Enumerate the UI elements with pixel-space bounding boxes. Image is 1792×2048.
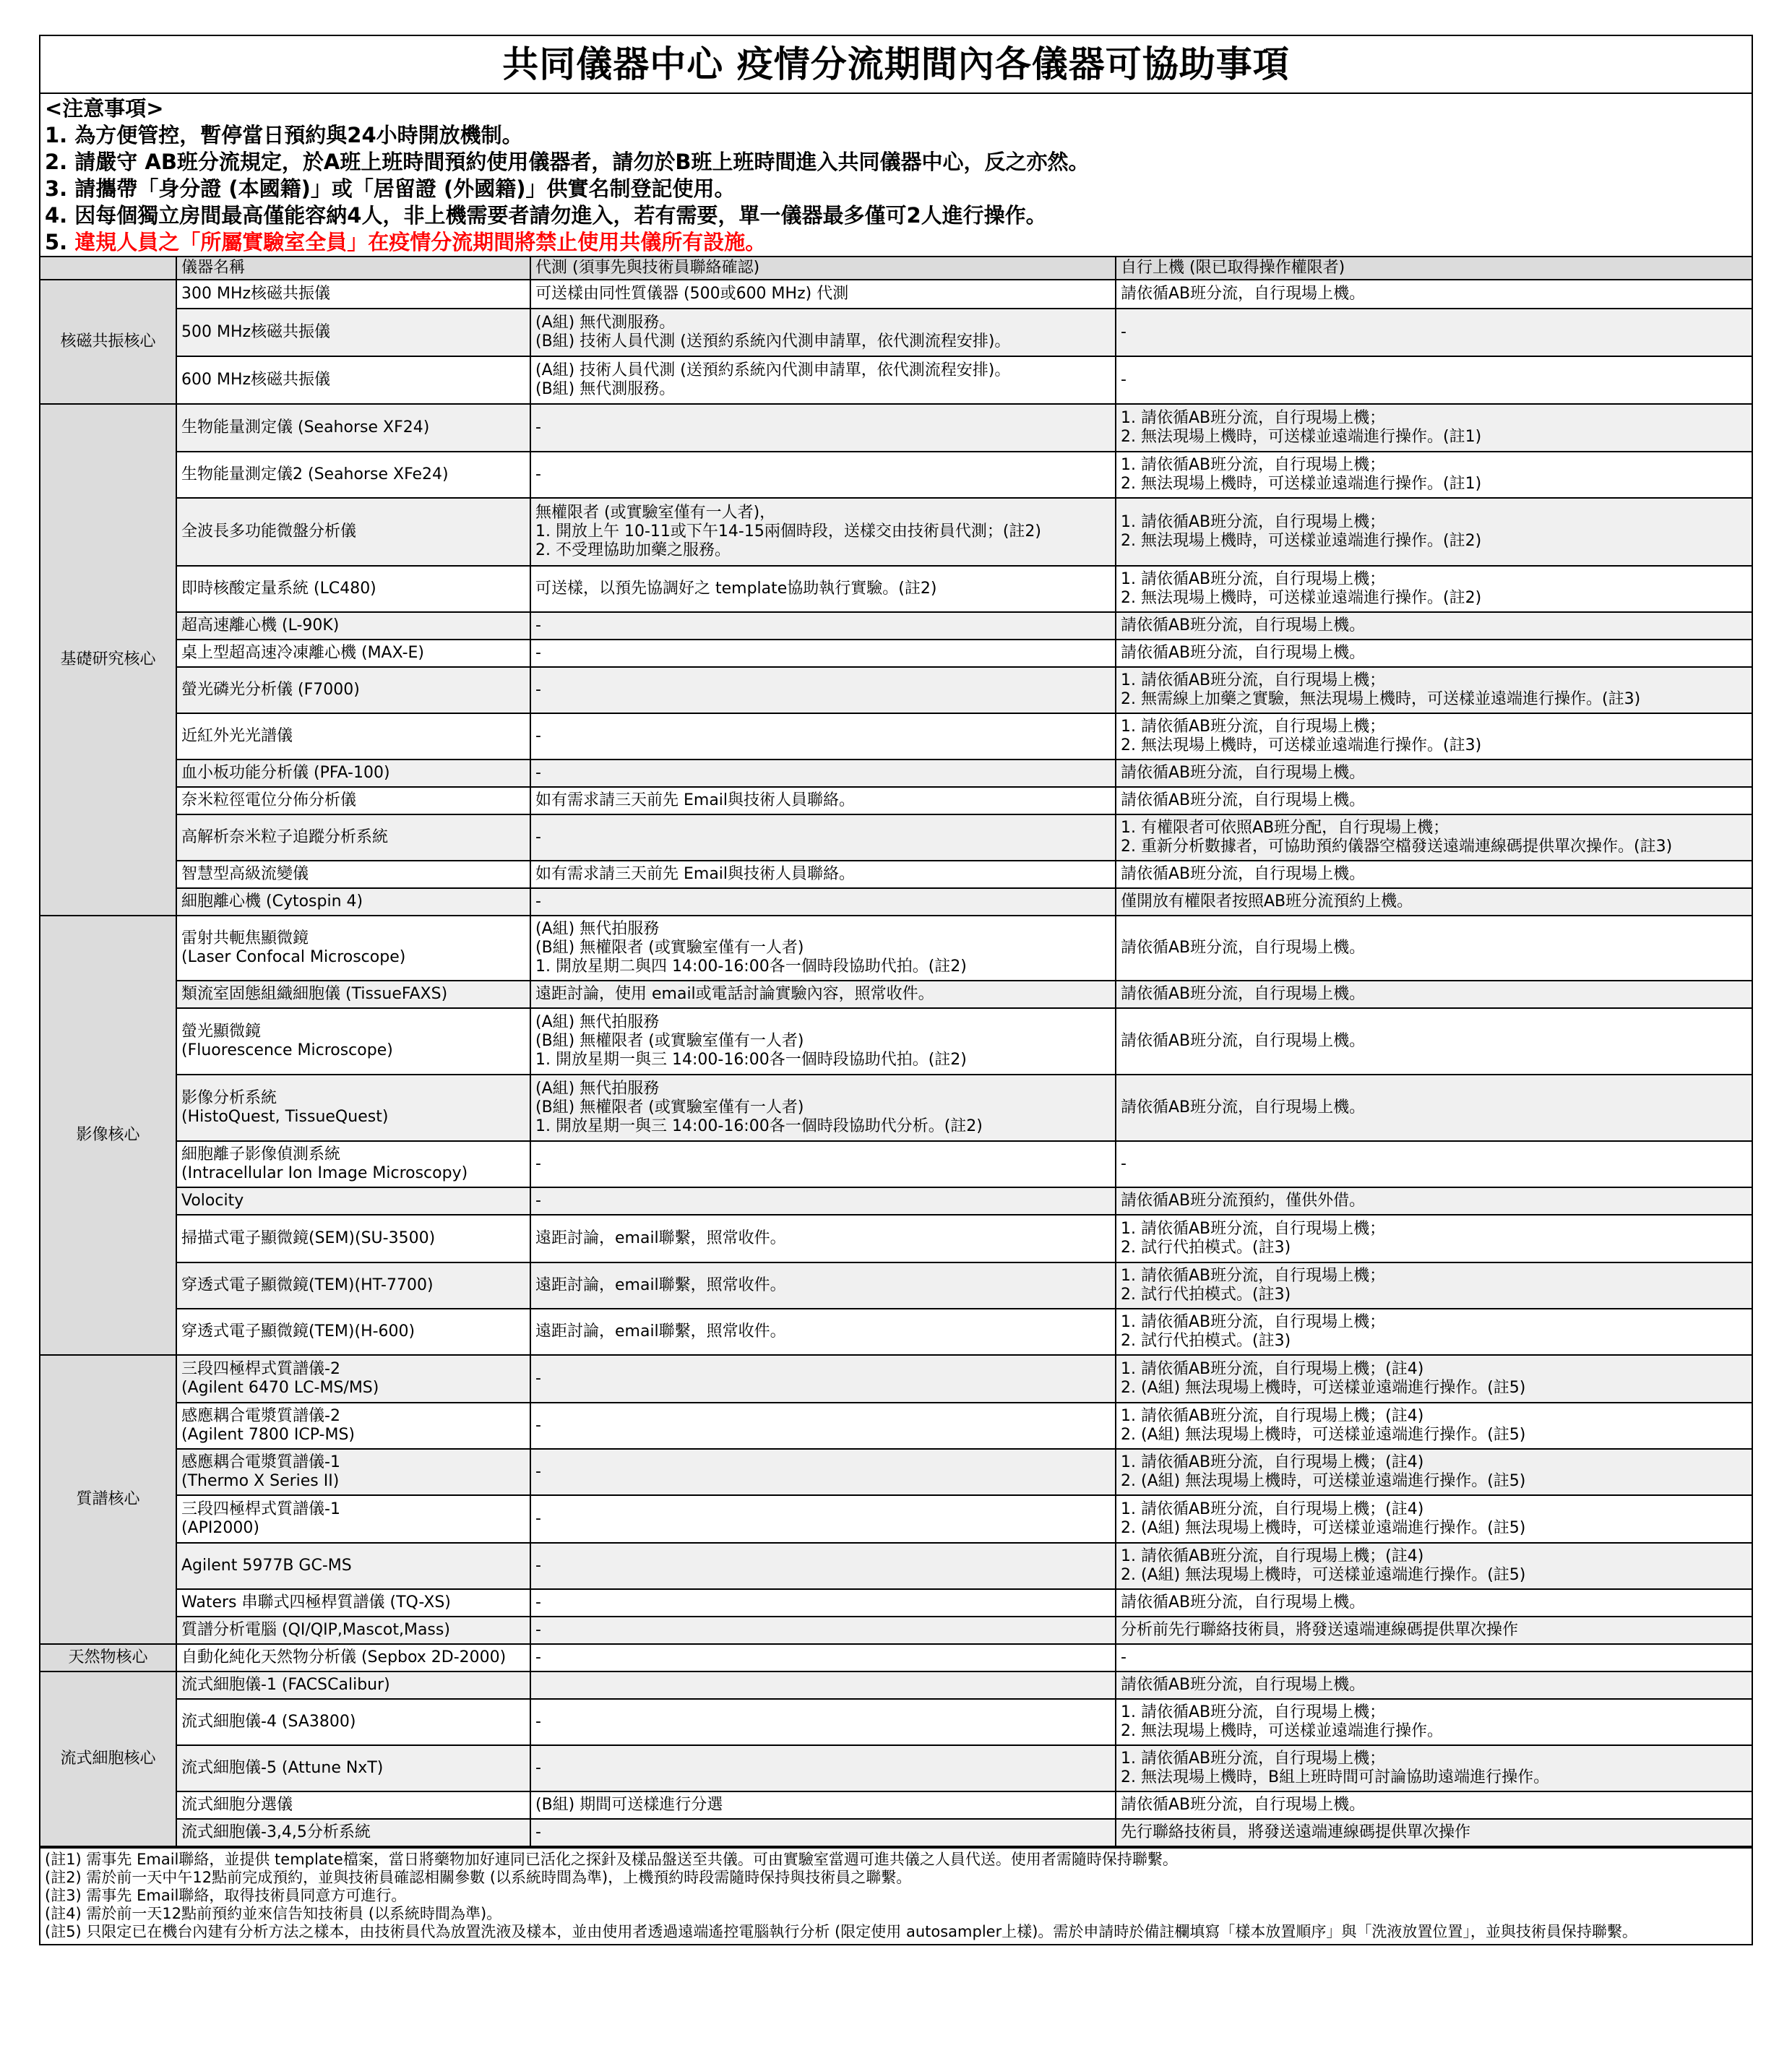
proxy-test-cell: - (530, 814, 1116, 861)
core-category: 基礎研究核心 (40, 404, 176, 916)
header-blank (40, 257, 176, 280)
instrument-name: 奈米粒徑電位分佈分析儀 (176, 787, 530, 814)
proxy-test-cell: - (530, 1403, 1116, 1449)
instrument-name: 即時核酸定量系統 (LC480) (176, 566, 530, 612)
instrument-name: Waters 串聯式四極桿質譜儀 (TQ-XS) (176, 1589, 530, 1617)
self-operation-cell: 僅開放有權限者按照AB班分流預約上機。 (1116, 888, 1752, 916)
self-operation-cell: 先行聯絡技術員，將發送遠端連線碼提供單次操作 (1116, 1819, 1752, 1846)
note-text: 4. 因每個獨立房間最高僅能容納4人，非上機需要者請勿進入，若有需要，單一儀器最多僅可2人進行操作。 (45, 203, 1047, 228)
table-row (40, 1589, 1752, 1617)
table-row (40, 1403, 1752, 1449)
self-operation-cell: 1. 請依循AB班分流，自行現場上機； 2. 無法現場上機時，可送樣並遠端進行操作。 (1116, 1699, 1752, 1745)
core-category: 影像核心 (40, 916, 176, 1355)
table-row (40, 1075, 1752, 1141)
proxy-test-cell: - (530, 1589, 1116, 1617)
footnote: (註5) 只限定已在機台內建有分析方法之樣本，由技術員代為放置洗液及樣本，並由使用者透過遠端遙控電腦執行分析 (限定使用 autosampler上樣)。需於申請時於備註欄填寫「樣本放置順序」與「洗液放置位置」，並與技術員保持聯繫。 (45, 1923, 1637, 1940)
self-operation-cell: 1. 請依循AB班分流，自行現場上機；(註4) 2. (A組) 無法現場上機時，可送樣並遠端進行操作。(註5) (1116, 1495, 1752, 1543)
instrument-name: 螢光磷光分析儀 (F7000) (176, 667, 530, 713)
self-operation-cell: 1. 請依循AB班分流，自行現場上機； 2. 無法現場上機時，可送樣並遠端進行操作。(註3) (1116, 713, 1752, 760)
header-instrument-name: 儀器名稱 (176, 257, 530, 280)
proxy-test-cell: - (530, 1644, 1116, 1671)
header-self-operation: 自行上機 (限已取得操作權限者) (1116, 257, 1752, 280)
proxy-test-cell: (A組) 技術人員代測 (送預約系統內代測申請單，依代測流程安排)。 (B組) 無代測服務。 (530, 356, 1116, 404)
table-row (40, 787, 1752, 814)
instrument-name: 超高速離心機 (L-90K) (176, 612, 530, 640)
instrument-name: Volocity (176, 1187, 530, 1215)
instrument-name: 流式細胞儀-1 (FACSCalibur) (176, 1671, 530, 1699)
table-row (40, 1791, 1752, 1819)
table-row (40, 1141, 1752, 1187)
table-row (40, 981, 1752, 1008)
proxy-test-cell: (A組) 無代測服務。 (B組) 技術人員代測 (送預約系統內代測申請單，依代測流程安排)。 (530, 309, 1116, 356)
proxy-test-cell: - (530, 667, 1116, 713)
table-row (40, 1187, 1752, 1215)
self-operation-cell: 1. 請依循AB班分流，自行現場上機；(註4) 2. (A組) 無法現場上機時，可送樣並遠端進行操作。(註5) (1116, 1449, 1752, 1495)
core-category: 核磁共振核心 (40, 280, 176, 404)
instrument-name: 螢光顯微鏡 (Fluorescence Microscope) (176, 1008, 530, 1075)
table-row (40, 404, 1752, 452)
note-warning-text: 違規人員之「所屬實驗室全員」在疫情分流期間將禁止使用共儀所有設施。 (74, 230, 767, 254)
table-row (40, 1262, 1752, 1309)
proxy-test-cell: - (530, 1819, 1116, 1846)
instrument-name: 桌上型超高速冷凍離心機 (MAX-E) (176, 640, 530, 667)
note-line (45, 95, 1747, 122)
proxy-test-cell: - (530, 713, 1116, 760)
proxy-test-cell: - (530, 640, 1116, 667)
self-operation-cell: 請依循AB班分流，自行現場上機。 (1116, 1791, 1752, 1819)
table-row (40, 356, 1752, 404)
document-sheet (39, 35, 1753, 1945)
core-category: 天然物核心 (40, 1644, 176, 1671)
self-operation-cell: 1. 請依循AB班分流，自行現場上機； 2. 無法現場上機時，可送樣並遠端進行操作。(註1) (1116, 404, 1752, 452)
table-row (40, 498, 1752, 566)
self-operation-cell: 請依循AB班分流，自行現場上機。 (1116, 981, 1752, 1008)
proxy-test-cell: - (530, 1745, 1116, 1791)
proxy-test-cell: 遠距討論，email聯繫，照常收件。 (530, 1309, 1116, 1355)
instrument-name: 穿透式電子顯微鏡(TEM)(HT-7700) (176, 1262, 530, 1309)
self-operation-cell: - (1116, 356, 1752, 404)
self-operation-cell: 請依循AB班分流，自行現場上機。 (1116, 612, 1752, 640)
proxy-test-cell: 無權限者 (或實驗室僅有一人者)， 1. 開放上午 10-11或下午14-15兩個時段，送樣交由技術員代測；(註2) 2. 不受理協助加藥之服務。 (530, 498, 1116, 566)
table-row (40, 760, 1752, 787)
instrument-name: 自動化純化天然物分析儀 (Sepbox 2D-2000) (176, 1644, 530, 1671)
instrument-name: 類流室固態組織細胞儀 (TissueFAXS) (176, 981, 530, 1008)
self-operation-cell: 請依循AB班分流，自行現場上機。 (1116, 1008, 1752, 1075)
self-operation-cell: - (1116, 309, 1752, 356)
self-operation-cell: 1. 請依循AB班分流，自行現場上機； 2. 無法現場上機時，可送樣並遠端進行操作。(註2) (1116, 498, 1752, 566)
proxy-test-cell: (A組) 無代拍服務 (B組) 無權限者 (或實驗室僅有一人者) 1. 開放星期二與四 14:00-16:00各一個時段協助代拍。(註2) (530, 916, 1116, 981)
self-operation-cell: 分析前先行聯絡技術員，將發送遠端連線碼提供單次操作 (1116, 1617, 1752, 1644)
instrument-name: 300 MHz核磁共振儀 (176, 280, 530, 309)
instrument-name: 生物能量測定儀2 (Seahorse XFe24) (176, 452, 530, 498)
instrument-name: 感應耦合電漿質譜儀-1 (Thermo X Series II) (176, 1449, 530, 1495)
self-operation-cell: 請依循AB班分流，自行現場上機。 (1116, 787, 1752, 814)
instrument-name: 高解析奈米粒子追蹤分析系統 (176, 814, 530, 861)
instrument-name: Agilent 5977B GC-MS (176, 1543, 530, 1589)
self-operation-cell: - (1116, 1644, 1752, 1671)
self-operation-cell: 1. 請依循AB班分流，自行現場上機；(註4) 2. (A組) 無法現場上機時，可送樣並遠端進行操作。(註5) (1116, 1355, 1752, 1403)
proxy-test-cell: - (530, 1449, 1116, 1495)
proxy-test-cell: - (530, 760, 1116, 787)
self-operation-cell: 請依循AB班分流，自行現場上機。 (1116, 916, 1752, 981)
core-category: 流式細胞核心 (40, 1671, 176, 1846)
proxy-test-cell: - (530, 1543, 1116, 1589)
proxy-test-cell: 遠距討論，使用 email或電話討論實驗內容，照常收件。 (530, 981, 1116, 1008)
instrument-name: 掃描式電子顯微鏡(SEM)(SU-3500) (176, 1215, 530, 1262)
instrument-name: 500 MHz核磁共振儀 (176, 309, 530, 356)
self-operation-cell: 請依循AB班分流，自行現場上機。 (1116, 640, 1752, 667)
proxy-test-cell: - (530, 1187, 1116, 1215)
instrument-name: 血小板功能分析儀 (PFA-100) (176, 760, 530, 787)
self-operation-cell: 請依循AB班分流，自行現場上機。 (1116, 280, 1752, 309)
self-operation-cell: 1. 請依循AB班分流，自行現場上機； 2. 無法現場上機時，可送樣並遠端進行操作。(註2) (1116, 566, 1752, 612)
self-operation-cell: 1. 有權限者可依照AB班分配，自行現場上機； 2. 重新分析數據者，可協助預約儀器空檔發送遠端連線碼提供單次操作。(註3) (1116, 814, 1752, 861)
instrument-name: 雷射共軛焦顯微鏡 (Laser Confocal Microscope) (176, 916, 530, 981)
note-line (45, 176, 1747, 202)
footnote: (註3) 需事先 Email聯絡，取得技術員同意方可進行。 (45, 1887, 407, 1904)
self-operation-cell: 1. 請依循AB班分流，自行現場上機；(註4) 2. (A組) 無法現場上機時，可送樣並遠端進行操作。(註5) (1116, 1403, 1752, 1449)
self-operation-cell: 1. 請依循AB班分流，自行現場上機； 2. 試行代拍模式。(註3) (1116, 1262, 1752, 1309)
instrument-name: 三段四極桿式質譜儀-2 (Agilent 6470 LC-MS/MS) (176, 1355, 530, 1403)
proxy-test-cell: (B組) 期間可送樣進行分選 (530, 1791, 1116, 1819)
proxy-test-cell (530, 1671, 1116, 1699)
proxy-test-cell: - (530, 612, 1116, 640)
note-text: 5. (45, 230, 75, 254)
instrument-name: 穿透式電子顯微鏡(TEM)(H-600) (176, 1309, 530, 1355)
self-operation-cell: 1. 請依循AB班分流，自行現場上機； 2. 無法現場上機時，B組上班時間可討論協助遠端進行操作。 (1116, 1745, 1752, 1791)
instrument-name: 流式細胞儀-5 (Attune NxT) (176, 1745, 530, 1791)
instrument-name: 流式細胞分選儀 (176, 1791, 530, 1819)
proxy-test-cell: 如有需求請三天前先 Email與技術人員聯絡。 (530, 787, 1116, 814)
footnote: (註4) 需於前一天12點前預約並來信告知技術員 (以系統時間為準)。 (45, 1905, 502, 1922)
table-row (40, 452, 1752, 498)
note-line (45, 149, 1747, 176)
self-operation-cell: - (1116, 1141, 1752, 1187)
instrument-name: 影像分析系統 (HistoQuest, TissueQuest) (176, 1075, 530, 1141)
self-operation-cell: 請依循AB班分流，自行現場上機。 (1116, 1075, 1752, 1141)
table-row (40, 1543, 1752, 1589)
table-row (40, 640, 1752, 667)
instrument-name: 細胞離心機 (Cytospin 4) (176, 888, 530, 916)
table-row (40, 612, 1752, 640)
instrument-name: 質譜分析電腦 (QI/QIP,Mascot,Mass) (176, 1617, 530, 1644)
table-row (40, 1819, 1752, 1846)
note-line (45, 202, 1747, 229)
table-row (40, 1495, 1752, 1543)
table-row (40, 1008, 1752, 1075)
proxy-test-cell: - (530, 404, 1116, 452)
table-row (40, 1449, 1752, 1495)
proxy-test-cell: 遠距討論，email聯繫，照常收件。 (530, 1215, 1116, 1262)
core-category: 質譜核心 (40, 1355, 176, 1644)
footnote: (註2) 需於前一天中午12點前完成預約，並與技術員確認相關參數 (以系統時間為準)，上機預約時段需隨時保持與技術員之聯繫。 (45, 1869, 912, 1886)
table-row (40, 1644, 1752, 1671)
table-row (40, 1617, 1752, 1644)
proxy-test-cell: - (530, 452, 1116, 498)
instrument-name: 流式細胞儀-4 (SA3800) (176, 1699, 530, 1745)
self-operation-cell: 請依循AB班分流，自行現場上機。 (1116, 1671, 1752, 1699)
note-text: 2. 請嚴守 AB班分流規定，於A班上班時間預約使用儀器者，請勿於B班上班時間進入共同儀器中心，反之亦然。 (45, 150, 1090, 174)
footnote: (註1) 需事先 Email聯絡，並提供 template檔案，當日將藥物加好連同已活化之探針及樣品盤送至共儀。可由實驗室當週可進共儀之人員代送。使用者需隨時保持聯繫。 (45, 1851, 1178, 1868)
note-text: 1. 為方便管控，暫停當日預約與24小時開放機制。 (45, 123, 523, 147)
header-proxy-test: 代測 (須事先與技術員聯絡確認) (530, 257, 1116, 280)
page-title: 共同儀器中心 疫情分流期間內各儀器可協助事項 (40, 36, 1752, 94)
proxy-test-cell: - (530, 1355, 1116, 1403)
self-operation-cell: 1. 請依循AB班分流，自行現場上機；(註4) 2. (A組) 無法現場上機時，可送樣並遠端進行操作。(註5) (1116, 1543, 1752, 1589)
instrument-name: 生物能量測定儀 (Seahorse XF24) (176, 404, 530, 452)
instrument-name: 智慧型高級流變儀 (176, 861, 530, 888)
instrument-table (40, 257, 1752, 1847)
instrument-name: 細胞離子影像偵測系統 (Intracellular Ion Image Microscopy) (176, 1141, 530, 1187)
note-line (45, 122, 1747, 149)
instrument-name: 全波長多功能微盤分析儀 (176, 498, 530, 566)
table-row (40, 814, 1752, 861)
proxy-test-cell: - (530, 888, 1116, 916)
table-row (40, 1699, 1752, 1745)
proxy-test-cell: - (530, 1699, 1116, 1745)
instrument-name: 近紅外光光譜儀 (176, 713, 530, 760)
self-operation-cell: 1. 請依循AB班分流，自行現場上機； 2. 無需線上加藥之實驗，無法現場上機時，可送樣並遠端進行操作。(註3) (1116, 667, 1752, 713)
table-row (40, 1355, 1752, 1403)
table-row (40, 280, 1752, 309)
self-operation-cell: 請依循AB班分流預約，僅供外借。 (1116, 1187, 1752, 1215)
proxy-test-cell: 可送樣，以預先協調好之 template協助執行實驗。(註2) (530, 566, 1116, 612)
proxy-test-cell: - (530, 1495, 1116, 1543)
note-text: <注意事項> (45, 96, 164, 121)
proxy-test-cell: (A組) 無代拍服務 (B組) 無權限者 (或實驗室僅有一人者) 1. 開放星期一與三 14:00-16:00各一個時段協助代分析。(註2) (530, 1075, 1116, 1141)
proxy-test-cell: - (530, 1617, 1116, 1644)
table-row (40, 861, 1752, 888)
self-operation-cell: 1. 請依循AB班分流，自行現場上機； 2. 試行代拍模式。(註3) (1116, 1215, 1752, 1262)
self-operation-cell: 1. 請依循AB班分流，自行現場上機； 2. 試行代拍模式。(註3) (1116, 1309, 1752, 1355)
table-row (40, 916, 1752, 981)
note-text: 3. 請攜帶「身分證 (本國籍)」或「居留證 (外國籍)」供實名制登記使用。 (45, 176, 736, 201)
instrument-name: 流式細胞儀-3,4,5分析系統 (176, 1819, 530, 1846)
notes-section (40, 94, 1752, 257)
note-line (45, 229, 1747, 256)
table-row (40, 566, 1752, 612)
proxy-test-cell: 如有需求請三天前先 Email與技術人員聯絡。 (530, 861, 1116, 888)
table-row (40, 1745, 1752, 1791)
table-row (40, 1309, 1752, 1355)
table-header-row (40, 257, 1752, 280)
proxy-test-cell: - (530, 1141, 1116, 1187)
table-row (40, 713, 1752, 760)
table-row (40, 888, 1752, 916)
proxy-test-cell: 遠距討論，email聯繫，照常收件。 (530, 1262, 1116, 1309)
instrument-name: 600 MHz核磁共振儀 (176, 356, 530, 404)
table-row (40, 667, 1752, 713)
footnotes-section (40, 1847, 1752, 1944)
table-row (40, 1215, 1752, 1262)
self-operation-cell: 請依循AB班分流，自行現場上機。 (1116, 1589, 1752, 1617)
table-row (40, 309, 1752, 356)
self-operation-cell: 請依循AB班分流，自行現場上機。 (1116, 760, 1752, 787)
proxy-test-cell: 可送樣由同性質儀器 (500或600 MHz) 代測 (530, 280, 1116, 309)
table-row (40, 1671, 1752, 1699)
self-operation-cell: 請依循AB班分流，自行現場上機。 (1116, 861, 1752, 888)
self-operation-cell: 1. 請依循AB班分流，自行現場上機； 2. 無法現場上機時，可送樣並遠端進行操作。(註1) (1116, 452, 1752, 498)
proxy-test-cell: (A組) 無代拍服務 (B組) 無權限者 (或實驗室僅有一人者) 1. 開放星期一與三 14:00-16:00各一個時段協助代拍。(註2) (530, 1008, 1116, 1075)
instrument-name: 三段四極桿式質譜儀-1 (API2000) (176, 1495, 530, 1543)
instrument-name: 感應耦合電漿質譜儀-2 (Agilent 7800 ICP-MS) (176, 1403, 530, 1449)
